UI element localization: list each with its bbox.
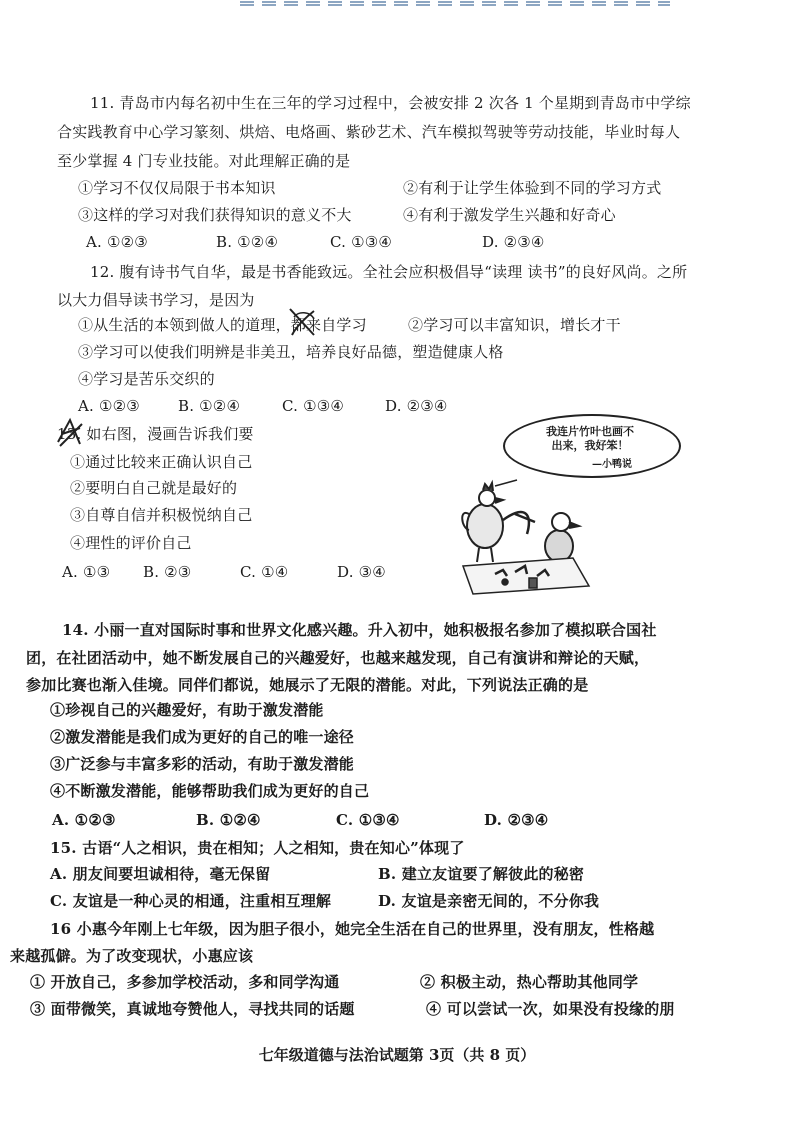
q16-statement-2: ② 积极主动，热心帮助其他同学 bbox=[420, 973, 639, 991]
q11-option-d: D. ②③④ bbox=[482, 233, 545, 251]
q12-option-b: B. ①②④ bbox=[178, 397, 241, 415]
q13-statement-4: ④理性的评价自己 bbox=[70, 534, 192, 552]
speech-bubble-signature: —小鸭说 bbox=[592, 459, 632, 470]
q12-statement-4: ④学习是苦乐交织的 bbox=[78, 370, 215, 388]
q16-stem-line-1: 16 小惠今年刚上七年级，因为胆子很小，她完全生活在自己的世界里，没有朋友，性格越 bbox=[50, 920, 655, 938]
q11-stem-line-1: 11. 青岛市内每名初中生在三年的学习过程中，会被安排 2 次各 1 个星期到青岛市中学综 bbox=[90, 94, 691, 112]
speech-bubble-line-2: 出来，我好笨！ bbox=[551, 439, 629, 452]
q15-option-a: A. 朋友间要坦诚相待，毫无保留 bbox=[50, 865, 271, 883]
q13-option-d: D. ③④ bbox=[337, 563, 386, 581]
q14-option-c: C. ①③④ bbox=[336, 811, 400, 829]
q15-option-d: D. 友谊是亲密无间的，不分你我 bbox=[378, 892, 600, 910]
q12-statement-3: ③学习可以使我们明辨是非美丑，培养良好品德，塑造健康人格 bbox=[78, 343, 504, 361]
q13-stem: 13. 如右图，漫画告诉我们要 bbox=[57, 425, 254, 443]
q11-statement-3: ③这样的学习对我们获得知识的意义不大 bbox=[78, 206, 352, 224]
q13-statement-2: ②要明白自己就是最好的 bbox=[70, 479, 238, 497]
q14-option-b: B. ①②④ bbox=[196, 811, 261, 829]
q11-statement-4: ④有利于激发学生兴趣和好奇心 bbox=[403, 206, 616, 224]
scan-edge-artifact bbox=[240, 0, 670, 6]
q12-option-c: C. ①③④ bbox=[282, 397, 345, 415]
q12-statement-1: ①从生活的本领到做人的道理，都来自学习 bbox=[78, 316, 367, 334]
q14-option-a: A. ①②③ bbox=[52, 811, 116, 829]
q12-stem-line-2: 以大力倡导读书学习，是因为 bbox=[57, 291, 255, 309]
page-footer: 七年级道德与法治试题第 3页（共 8 页） bbox=[258, 1046, 536, 1064]
q11-option-a: A. ①②③ bbox=[86, 233, 148, 251]
q11-stem-line-3: 至少掌握 4 门专业技能。对此理解正确的是 bbox=[57, 152, 351, 170]
q15-option-c: C. 友谊是一种心灵的相通，注重相互理解 bbox=[50, 892, 332, 910]
q16-stem-line-2: 来越孤僻。为了改变现状，小惠应该 bbox=[10, 947, 254, 965]
q12-stem-line-1: 12. 腹有诗书气自华，最是书香能致远。全社会应积极倡导“读理 读书”的良好风尚。之所 bbox=[90, 263, 688, 281]
rooster-icon bbox=[462, 483, 535, 562]
drawing-paper-icon bbox=[463, 558, 589, 594]
q14-statement-4: ④不断激发潜能，能够帮助我们成为更好的自己 bbox=[50, 782, 370, 800]
speech-bubble-text bbox=[520, 425, 660, 453]
q15-stem: 15. 古语“人之相识，贵在相知；人之相知，贵在知心”体现了 bbox=[50, 839, 465, 857]
q12-statement-2: ②学习可以丰富知识，增长才干 bbox=[408, 316, 621, 334]
q13-option-a: A. ①③ bbox=[62, 563, 111, 581]
cartoon-illustration bbox=[455, 478, 595, 598]
q14-statement-2: ②激发潜能是我们成为更好的自己的唯一途径 bbox=[50, 728, 355, 746]
q16-statement-3: ③ 面带微笑，真诚地夸赞他人，寻找共同的话题 bbox=[30, 1000, 355, 1018]
q11-option-c: C. ①③④ bbox=[330, 233, 393, 251]
q13-option-b: B. ②③ bbox=[143, 563, 192, 581]
speech-bubble-line-1: 我连片竹叶也画不 bbox=[546, 425, 634, 438]
q13-statement-1: ①通过比较来正确认识自己 bbox=[70, 453, 253, 471]
q12-option-d: D. ②③④ bbox=[385, 397, 448, 415]
q13-option-c: C. ①④ bbox=[240, 563, 289, 581]
q15-option-b: B. 建立友谊要了解彼此的秘密 bbox=[378, 865, 585, 883]
q14-statement-3: ③广泛参与丰富多彩的活动，有助于激发潜能 bbox=[50, 755, 355, 773]
q14-option-d: D. ②③④ bbox=[484, 811, 549, 829]
q14-statement-1: ①珍视自己的兴趣爱好，有助于激发潜能 bbox=[50, 701, 324, 719]
q13-statement-3: ③自尊自信并积极悦纳自己 bbox=[70, 506, 253, 524]
q11-option-b: B. ①②④ bbox=[216, 233, 279, 251]
q12-option-a: A. ①②③ bbox=[78, 397, 140, 415]
q11-statement-1: ①学习不仅仅局限于书本知识 bbox=[78, 179, 276, 197]
q16-statement-4: ④ 可以尝试一次，如果没有投缘的朋 bbox=[426, 1000, 675, 1018]
q11-statement-2: ②有利于让学生体验到不同的学习方式 bbox=[403, 179, 662, 197]
q14-stem-line-1: 14. 小丽一直对国际时事和世界文化感兴趣。升入初中，她积极报名参加了模拟联合国社 bbox=[62, 621, 657, 639]
q11-stem-line-2: 合实践教育中心学习篆刻、烘焙、电烙画、紫砂艺术、汽车模拟驾驶等劳动技能，毕业时每人 bbox=[57, 123, 681, 141]
duck-icon bbox=[545, 513, 579, 572]
q14-stem-line-2: 团，在社团活动中，她不断发展自己的兴趣爱好，也越来越发现，自己有演讲和辩论的天赋， bbox=[26, 649, 650, 667]
q16-statement-1: ① 开放自己，多参加学校活动，多和同学沟通 bbox=[30, 973, 340, 991]
q14-stem-line-3: 参加比赛也渐入佳境。同伴们都说，她展示了无限的潜能。对此，下列说法正确的是 bbox=[26, 676, 589, 694]
